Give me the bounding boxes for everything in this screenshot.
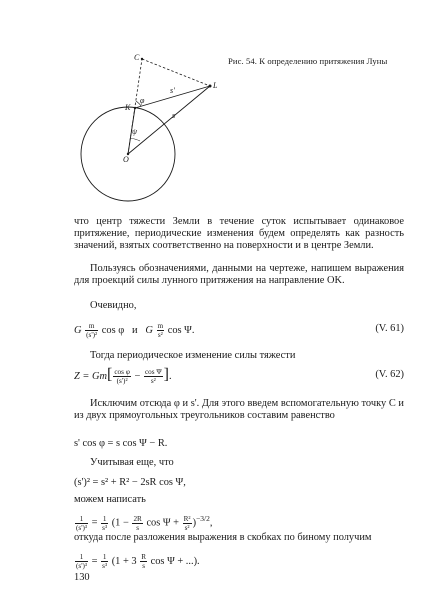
equation-4: (s')² = s² + R² − 2sR cos Ψ,	[74, 477, 186, 488]
paragraph-6: Учитывая еще, что	[90, 457, 174, 468]
point-k	[134, 107, 136, 109]
paragraph-8: откуда после разложения выражения в скобках по биному получим	[74, 532, 372, 543]
paragraph-5: Исключим отсюда φ и s'. Для этого введем вспомогательную точку C и из двух прямоугольных треугольников составим равенство	[74, 398, 404, 422]
label-psi: ψ	[132, 127, 137, 136]
paragraph-4: Тогда периодическое изменение силы тяжести	[90, 350, 296, 361]
label-o: O	[123, 155, 129, 164]
paragraph-7: можем написать	[74, 494, 146, 505]
paragraph-1: что центр тяжести Земли в течение суток испытывает одинаковое притяжение, периодические изменения будем определять как разность значений, взятых соответственно на поверхности и в центре Земли.	[74, 216, 404, 252]
label-s-prime: s'	[170, 86, 175, 95]
paragraph-3: Очевидно,	[90, 300, 137, 311]
figure-moon-attraction	[60, 44, 230, 216]
figure-caption: Рис. 54. К определению притяжения Луны	[228, 56, 388, 66]
point-c	[141, 58, 143, 60]
label-phi: φ	[140, 96, 145, 105]
angle-psi-arc	[130, 138, 140, 141]
equation-number-v61: (V. 61)	[375, 323, 404, 334]
equation-5: $\frac{1}{\text{(s')³}}$ = $\frac{1}{\text{s³}}$ (1 − $\frac{2R}{s}$ cos Ψ + $\frac{\text{R²}}{\text{s²}}$ )$^{-3/2}$,	[76, 514, 213, 532]
equation-6: $\frac{1}{\text{(s')³}}$ = $\frac{1}{\text{s³}}$ (1 + 3 $\frac{R}{s}$ cos Ψ + ...).	[76, 553, 200, 570]
point-l	[209, 85, 212, 88]
label-c: C	[134, 53, 140, 62]
label-s: s	[172, 111, 176, 120]
equation-v62: Z = Gm[ $\frac{\text{cos φ}}{\text{(s')²}}$ − $\frac{\text{cos Ψ}}{\text{s²}}$ ]. (V. 62)	[74, 366, 404, 386]
paragraph-2: Пользуясь обозначениями, данными на чертеже, напишем выражения для проекций силы лунного притяжения на направление OK.	[74, 263, 404, 287]
label-l: L	[213, 81, 218, 90]
equation-v61: G $\frac{m}{\text{(s')²}}$ cos φ и G $\frac{m}{\text{s²}}$ cos Ψ. (V. 61)	[74, 322, 404, 339]
equation-3: s' cos φ = s cos Ψ − R.	[74, 438, 168, 449]
page-number: 130	[74, 572, 90, 583]
equation-number-v62: (V. 62)	[375, 369, 404, 380]
label-k: K	[125, 103, 131, 112]
line-c-l	[142, 59, 210, 86]
